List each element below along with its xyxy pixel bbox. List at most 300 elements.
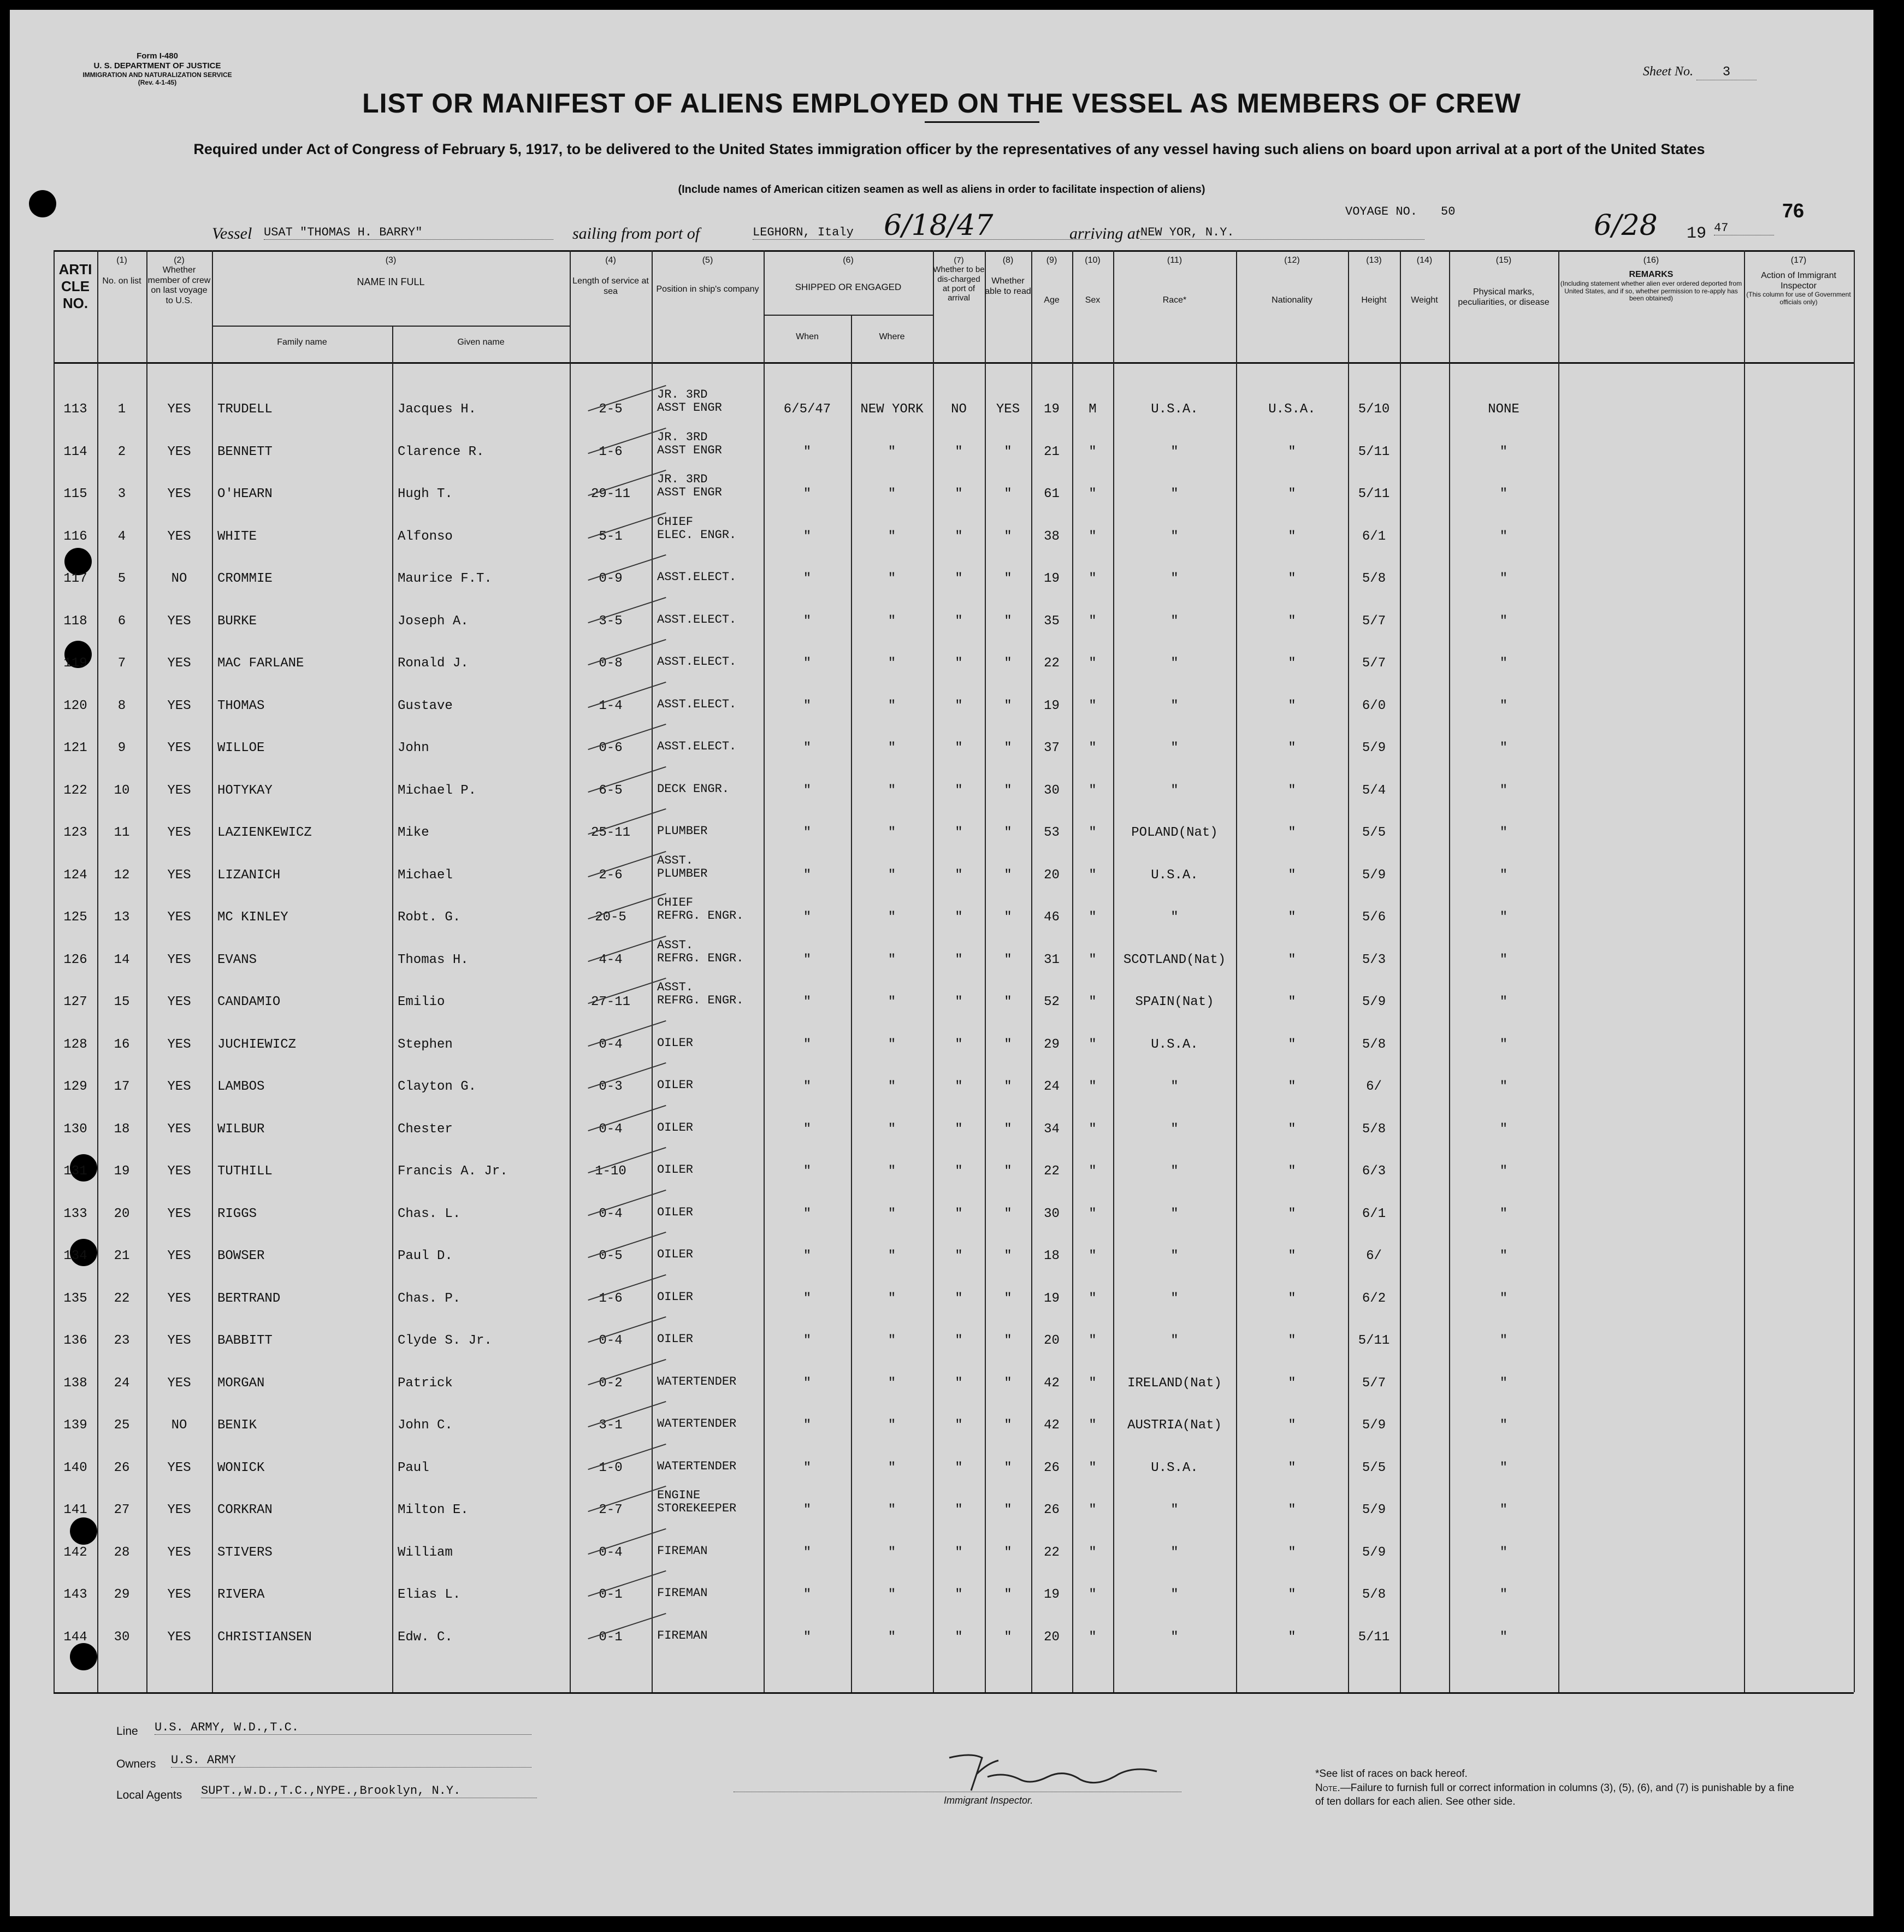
cell-height: 5/11 bbox=[1358, 444, 1390, 459]
cell-discharged: " bbox=[955, 952, 963, 967]
cell-race: " bbox=[1170, 741, 1179, 755]
cell-list-no: 26 bbox=[114, 1460, 130, 1475]
column-line bbox=[1744, 250, 1745, 1692]
cell-shipped-when: " bbox=[803, 783, 812, 798]
cell-prev-voyage: YES bbox=[167, 1164, 191, 1179]
cell-list-no: 2 bbox=[117, 444, 126, 459]
cell-family-name: BENIK bbox=[217, 1418, 257, 1433]
cell-position-line2: FIREMAN bbox=[657, 1544, 708, 1558]
cell-sex: " bbox=[1089, 1121, 1097, 1137]
cell-nationality: " bbox=[1288, 487, 1296, 501]
cell-prev-voyage: YES bbox=[167, 1333, 191, 1348]
cell-service-length: 3-5 bbox=[599, 613, 623, 629]
cell-prev-voyage: YES bbox=[167, 487, 191, 501]
cell-nationality: " bbox=[1288, 529, 1296, 544]
cell-prev-voyage: YES bbox=[167, 1121, 191, 1137]
cell-shipped-when: " bbox=[803, 1079, 812, 1094]
agents-label: Local Agents bbox=[116, 1789, 182, 1801]
cell-able-to-read: " bbox=[1004, 1291, 1012, 1306]
cell-height: 5/8 bbox=[1362, 1587, 1386, 1602]
cell-shipped-when: " bbox=[803, 995, 812, 1009]
cell-race: " bbox=[1170, 1164, 1179, 1179]
sheet-number-field bbox=[1643, 64, 1757, 80]
cell-discharged: " bbox=[955, 910, 963, 925]
title-underline bbox=[925, 121, 1039, 123]
cell-family-name: RIVERA bbox=[217, 1587, 265, 1602]
cell-service-length: 0-4 bbox=[599, 1545, 623, 1560]
cell-article-no: 122 bbox=[63, 783, 87, 798]
cell-shipped-where: " bbox=[888, 867, 896, 883]
cell-sex: " bbox=[1089, 825, 1097, 840]
cell-discharged: " bbox=[955, 1164, 963, 1179]
cell-service-length: 0-3 bbox=[599, 1079, 623, 1094]
cell-race: SPAIN(Nat) bbox=[1135, 995, 1214, 1009]
cell-nationality: " bbox=[1288, 1121, 1296, 1137]
cell-shipped-where: " bbox=[888, 1079, 896, 1094]
column-line bbox=[1236, 250, 1237, 1692]
cell-physical-marks: " bbox=[1499, 952, 1508, 967]
cell-sex: " bbox=[1089, 1079, 1097, 1094]
cell-list-no: 9 bbox=[117, 741, 126, 755]
column-line bbox=[97, 250, 98, 1692]
cell-article-no: 139 bbox=[63, 1418, 87, 1433]
cell-race: IRELAND(Nat) bbox=[1127, 1375, 1222, 1391]
cell-family-name: BENNETT bbox=[217, 444, 273, 459]
cell-sex: " bbox=[1089, 1587, 1097, 1602]
cell-able-to-read: " bbox=[1004, 995, 1012, 1009]
cell-article-no: 116 bbox=[63, 529, 87, 544]
cell-prev-voyage: YES bbox=[167, 529, 191, 544]
cell-race: " bbox=[1170, 1587, 1179, 1602]
cell-discharged: " bbox=[955, 1037, 963, 1052]
column-line bbox=[1558, 250, 1559, 1692]
column-line bbox=[933, 250, 934, 1692]
cell-race: " bbox=[1170, 1503, 1179, 1517]
owners-value: U.S. ARMY bbox=[171, 1753, 531, 1768]
cell-service-length: 0-8 bbox=[599, 656, 623, 671]
cell-able-to-read: " bbox=[1004, 1164, 1012, 1179]
cell-age: 19 bbox=[1044, 1587, 1060, 1602]
cell-position-line1: ASST. bbox=[657, 938, 694, 952]
cell-position-line2: ASST.ELECT. bbox=[657, 697, 737, 711]
cell-sex: " bbox=[1089, 613, 1097, 629]
cell-height: 5/5 bbox=[1362, 825, 1386, 840]
cell-nationality: " bbox=[1288, 1460, 1296, 1475]
cell-given-name: Ronald J. bbox=[398, 656, 469, 671]
cell-shipped-when: " bbox=[803, 698, 812, 713]
cell-discharged: " bbox=[955, 1249, 963, 1263]
cell-discharged: " bbox=[955, 1545, 963, 1560]
cell-given-name: John bbox=[398, 741, 429, 755]
header-col17: (17) Action of Immigrant Inspector (This column for use of Government officials only) bbox=[1746, 256, 1851, 306]
cell-service-length: 0-5 bbox=[599, 1249, 623, 1263]
cell-age: 38 bbox=[1044, 529, 1060, 544]
cell-service-length: 6-5 bbox=[599, 783, 623, 798]
cell-race: " bbox=[1170, 1333, 1179, 1348]
cell-race: " bbox=[1170, 1206, 1179, 1221]
cell-height: 6/ bbox=[1366, 1079, 1382, 1094]
header-col16: (16) REMARKS (Including statement whether alien ever ordered deported from United States, and if so, whether permission to re-apply has been obtained) bbox=[1560, 256, 1742, 303]
cell-list-no: 19 bbox=[114, 1164, 130, 1179]
cell-position-line1: JR. 3RD bbox=[657, 430, 708, 444]
cell-given-name: Clarence R. bbox=[398, 444, 484, 459]
cell-position-line2: OILER bbox=[657, 1163, 694, 1177]
cell-able-to-read: " bbox=[1004, 1249, 1012, 1263]
cell-able-to-read: " bbox=[1004, 698, 1012, 713]
cell-height: 5/8 bbox=[1362, 1121, 1386, 1137]
cell-discharged: " bbox=[955, 783, 963, 798]
cell-physical-marks: " bbox=[1499, 1206, 1508, 1221]
cell-race: " bbox=[1170, 1121, 1179, 1137]
cell-given-name: Chester bbox=[398, 1121, 453, 1137]
cell-article-no: 143 bbox=[63, 1587, 87, 1602]
sheet-label: Sheet No. bbox=[1643, 64, 1693, 79]
cell-able-to-read: " bbox=[1004, 613, 1012, 629]
cell-shipped-where: " bbox=[888, 995, 896, 1009]
cell-height: 5/8 bbox=[1362, 1037, 1386, 1052]
cell-able-to-read: " bbox=[1004, 1037, 1012, 1052]
cell-family-name: TUTHILL bbox=[217, 1164, 273, 1179]
cell-race: SCOTLAND(Nat) bbox=[1123, 952, 1226, 967]
cell-list-no: 12 bbox=[114, 867, 130, 883]
cell-sex: " bbox=[1089, 444, 1097, 459]
cell-age: 20 bbox=[1044, 1629, 1060, 1645]
arriving-label: arriving at bbox=[1069, 224, 1140, 243]
cell-shipped-where: " bbox=[888, 1121, 896, 1137]
cell-race: " bbox=[1170, 698, 1179, 713]
cell-prev-voyage: YES bbox=[167, 1079, 191, 1094]
cell-given-name: Paul bbox=[398, 1460, 429, 1475]
cell-service-length: 5-1 bbox=[599, 529, 623, 544]
cell-physical-marks: " bbox=[1499, 1375, 1508, 1391]
cell-nationality: " bbox=[1288, 1164, 1296, 1179]
cell-shipped-where: " bbox=[888, 1629, 896, 1645]
cell-prev-voyage: YES bbox=[167, 1375, 191, 1391]
cell-discharged: " bbox=[955, 1291, 963, 1306]
cell-list-no: 22 bbox=[114, 1291, 130, 1306]
column-line bbox=[1400, 250, 1401, 1692]
cell-family-name: O'HEARN bbox=[217, 487, 273, 501]
cell-article-no: 141 bbox=[63, 1503, 87, 1517]
table-header-bottom bbox=[54, 362, 1854, 364]
voyage-number: 50 bbox=[1441, 205, 1456, 218]
cell-shipped-where: " bbox=[888, 1375, 896, 1391]
cell-sex: " bbox=[1089, 783, 1097, 798]
cell-race: " bbox=[1170, 571, 1179, 586]
cell-service-length: 25-11 bbox=[590, 825, 630, 840]
cell-age: 42 bbox=[1044, 1375, 1060, 1391]
cell-service-length: 1-4 bbox=[599, 698, 623, 713]
name-subheader-line bbox=[212, 326, 570, 327]
cell-discharged: " bbox=[955, 656, 963, 671]
cell-article-no: 115 bbox=[63, 487, 87, 501]
cell-prev-voyage: YES bbox=[167, 1291, 191, 1306]
cell-height: 5/11 bbox=[1358, 487, 1390, 501]
cell-service-length: 1-6 bbox=[599, 444, 623, 459]
cell-position-line2: REFRG. ENGR. bbox=[657, 951, 744, 965]
cell-discharged: " bbox=[955, 1206, 963, 1221]
cell-age: 53 bbox=[1044, 825, 1060, 840]
cell-shipped-when: " bbox=[803, 1291, 812, 1306]
cell-age: 35 bbox=[1044, 613, 1060, 629]
form-number: Form I-480 bbox=[137, 51, 178, 61]
cell-able-to-read: " bbox=[1004, 1629, 1012, 1645]
cell-position-line2: REFRG. ENGR. bbox=[657, 909, 744, 923]
cell-nationality: " bbox=[1288, 1587, 1296, 1602]
cell-article-no: 123 bbox=[63, 825, 87, 840]
cell-physical-marks: " bbox=[1499, 1333, 1508, 1348]
cell-position-line2: ELEC. ENGR. bbox=[657, 528, 737, 542]
cell-service-length: 0-4 bbox=[599, 1206, 623, 1221]
cell-discharged: " bbox=[955, 487, 963, 501]
cell-height: 5/7 bbox=[1362, 656, 1386, 671]
cell-discharged: " bbox=[955, 1121, 963, 1137]
cell-article-no: 131 bbox=[63, 1164, 87, 1179]
cell-article-no: 144 bbox=[63, 1629, 87, 1645]
cell-list-no: 29 bbox=[114, 1587, 130, 1602]
cell-race: U.S.A. bbox=[1151, 867, 1198, 883]
cell-discharged: NO bbox=[951, 402, 967, 417]
column-line bbox=[1031, 250, 1032, 1692]
cell-list-no: 14 bbox=[114, 952, 130, 967]
cell-age: 61 bbox=[1044, 487, 1060, 501]
cell-shipped-when: " bbox=[803, 1418, 812, 1433]
cell-race: " bbox=[1170, 656, 1179, 671]
cell-race: AUSTRIA(Nat) bbox=[1127, 1418, 1222, 1433]
cell-physical-marks: " bbox=[1499, 529, 1508, 544]
cell-height: 6/1 bbox=[1362, 529, 1386, 544]
header-col14: (14) Weight bbox=[1411, 256, 1438, 305]
cell-shipped-when: " bbox=[803, 741, 812, 755]
cell-prev-voyage: YES bbox=[167, 741, 191, 755]
cell-shipped-when: " bbox=[803, 1037, 812, 1052]
cell-article-no: 113 bbox=[63, 402, 87, 417]
cell-service-length: 1-0 bbox=[599, 1460, 623, 1475]
column-line bbox=[764, 250, 765, 1692]
cell-prev-voyage: YES bbox=[167, 1249, 191, 1263]
cell-prev-voyage: YES bbox=[167, 1587, 191, 1602]
cell-age: 20 bbox=[1044, 867, 1060, 883]
cell-able-to-read: " bbox=[1004, 910, 1012, 925]
cell-age: 31 bbox=[1044, 952, 1060, 967]
cell-family-name: MAC FARLANE bbox=[217, 656, 304, 671]
cell-article-no: 121 bbox=[63, 741, 87, 755]
cell-physical-marks: " bbox=[1499, 1079, 1508, 1094]
cell-sex: " bbox=[1089, 656, 1097, 671]
cell-prev-voyage: YES bbox=[167, 1206, 191, 1221]
cell-position-line2: WATERTENDER bbox=[657, 1417, 737, 1431]
cell-sex: " bbox=[1089, 571, 1097, 586]
cell-discharged: " bbox=[955, 1375, 963, 1391]
cell-position-line2: WATERTENDER bbox=[657, 1374, 737, 1389]
revision: (Rev. 4-1-45) bbox=[138, 79, 177, 87]
cell-article-no: 136 bbox=[63, 1333, 87, 1348]
cell-physical-marks: " bbox=[1499, 571, 1508, 586]
cell-prev-voyage: YES bbox=[167, 867, 191, 883]
cell-sex: " bbox=[1089, 1629, 1097, 1645]
cell-given-name: Mike bbox=[398, 825, 429, 840]
sailing-date: 6/18/47 bbox=[884, 209, 994, 242]
cell-position-line2: OILER bbox=[657, 1290, 694, 1304]
cell-position-line2: ASST.ELECT. bbox=[657, 570, 737, 584]
cell-nationality: " bbox=[1288, 1503, 1296, 1517]
cell-position-line1: JR. 3RD bbox=[657, 472, 708, 486]
cell-service-length: 0-6 bbox=[599, 741, 623, 755]
year: 47 bbox=[1714, 221, 1774, 235]
cell-shipped-when: " bbox=[803, 1164, 812, 1179]
cell-discharged: " bbox=[955, 1503, 963, 1517]
cell-position-line2: OILER bbox=[657, 1332, 694, 1346]
cell-family-name: LAMBOS bbox=[217, 1079, 265, 1094]
cell-age: 21 bbox=[1044, 444, 1060, 459]
cell-sex: " bbox=[1089, 1164, 1097, 1179]
cell-prev-voyage: YES bbox=[167, 1460, 191, 1475]
cell-given-name: Hugh T. bbox=[398, 487, 453, 501]
cell-physical-marks: " bbox=[1499, 1121, 1508, 1137]
cell-list-no: 24 bbox=[114, 1375, 130, 1391]
cell-position-line2: ASST ENGR bbox=[657, 486, 722, 499]
cell-list-no: 5 bbox=[117, 571, 126, 586]
cell-height: 5/3 bbox=[1362, 952, 1386, 967]
cell-able-to-read: " bbox=[1004, 783, 1012, 798]
cell-height: 5/8 bbox=[1362, 571, 1386, 586]
cell-nationality: " bbox=[1288, 910, 1296, 925]
cell-nationality: U.S.A. bbox=[1268, 402, 1316, 417]
cell-article-no: 118 bbox=[63, 613, 87, 629]
cell-prev-voyage: YES bbox=[167, 1503, 191, 1517]
cell-shipped-when: " bbox=[803, 1121, 812, 1137]
cell-article-no: 119 bbox=[63, 656, 87, 671]
cell-shipped-when: " bbox=[803, 1249, 812, 1263]
cell-nationality: " bbox=[1288, 571, 1296, 586]
cell-discharged: " bbox=[955, 995, 963, 1009]
column-line bbox=[1113, 250, 1114, 1692]
cell-shipped-when: " bbox=[803, 487, 812, 501]
cell-race: " bbox=[1170, 613, 1179, 629]
header-given-name: Given name bbox=[457, 338, 505, 347]
cell-physical-marks: " bbox=[1499, 741, 1508, 755]
cell-list-no: 6 bbox=[117, 613, 126, 629]
cell-prev-voyage: YES bbox=[167, 783, 191, 798]
cell-sex: " bbox=[1089, 952, 1097, 967]
cell-discharged: " bbox=[955, 444, 963, 459]
cell-race: " bbox=[1170, 1079, 1179, 1094]
header-col3: (3) NAME IN FULL bbox=[357, 256, 425, 288]
cell-given-name: Jacques H. bbox=[398, 402, 477, 417]
cell-nationality: " bbox=[1288, 995, 1296, 1009]
cell-race: U.S.A. bbox=[1151, 402, 1198, 417]
header-col8: (8) Whether able to read bbox=[985, 256, 1031, 296]
cell-family-name: BERTRAND bbox=[217, 1291, 281, 1306]
cell-sex: " bbox=[1089, 1418, 1097, 1433]
cell-sex: " bbox=[1089, 867, 1097, 883]
cell-shipped-where: " bbox=[888, 1291, 896, 1306]
cell-shipped-where: " bbox=[888, 1333, 896, 1348]
cell-article-no: 138 bbox=[63, 1375, 87, 1391]
cell-article-no: 114 bbox=[63, 444, 87, 459]
cell-given-name: Clayton G. bbox=[398, 1079, 477, 1094]
cell-age: 19 bbox=[1044, 1291, 1060, 1306]
cell-race: " bbox=[1170, 1545, 1179, 1560]
cell-physical-marks: " bbox=[1499, 1418, 1508, 1433]
cell-able-to-read: " bbox=[1004, 444, 1012, 459]
cell-physical-marks: " bbox=[1499, 1164, 1508, 1179]
cell-prev-voyage: YES bbox=[167, 402, 191, 417]
cell-given-name: Paul D. bbox=[398, 1249, 453, 1263]
cell-shipped-when: " bbox=[803, 529, 812, 544]
column-line bbox=[985, 250, 986, 1692]
cell-list-no: 3 bbox=[117, 487, 126, 501]
cell-height: 5/9 bbox=[1362, 741, 1386, 755]
cell-physical-marks: " bbox=[1499, 1503, 1508, 1517]
cell-nationality: " bbox=[1288, 1206, 1296, 1221]
cell-discharged: " bbox=[955, 529, 963, 544]
cell-list-no: 8 bbox=[117, 698, 126, 713]
cell-nationality: " bbox=[1288, 952, 1296, 967]
races-note: *See list of races on back hereof. bbox=[1315, 1768, 1468, 1780]
cell-age: 26 bbox=[1044, 1503, 1060, 1517]
cell-physical-marks: NONE bbox=[1488, 402, 1519, 417]
cell-discharged: " bbox=[955, 1079, 963, 1094]
cell-article-no: 128 bbox=[63, 1037, 87, 1052]
cell-physical-marks: " bbox=[1499, 825, 1508, 840]
column-line bbox=[392, 326, 393, 1692]
cell-shipped-where: " bbox=[888, 698, 896, 713]
cell-list-no: 30 bbox=[114, 1629, 130, 1645]
cell-article-no: 124 bbox=[63, 867, 87, 883]
cell-discharged: " bbox=[955, 867, 963, 883]
cell-list-no: 20 bbox=[114, 1206, 130, 1221]
cell-height: 5/7 bbox=[1362, 613, 1386, 629]
header-col12: (12) Nationality bbox=[1272, 256, 1312, 305]
cell-height: 5/9 bbox=[1362, 1503, 1386, 1517]
cell-given-name: Michael bbox=[398, 867, 453, 883]
cell-article-no: 130 bbox=[63, 1121, 87, 1137]
punch-hole bbox=[29, 190, 56, 217]
cell-age: 22 bbox=[1044, 1545, 1060, 1560]
cell-age: 26 bbox=[1044, 1460, 1060, 1475]
cell-physical-marks: " bbox=[1499, 1291, 1508, 1306]
header-col6: (6) SHIPPED OR ENGAGED bbox=[795, 256, 902, 293]
cell-sex: " bbox=[1089, 487, 1097, 501]
header-shipped-where: Where bbox=[879, 332, 905, 341]
cell-nationality: " bbox=[1288, 1629, 1296, 1645]
year-prefix: 19 bbox=[1687, 224, 1707, 243]
cell-age: 19 bbox=[1044, 402, 1060, 417]
cell-discharged: " bbox=[955, 1587, 963, 1602]
cell-nationality: " bbox=[1288, 783, 1296, 798]
cell-discharged: " bbox=[955, 825, 963, 840]
cell-position-line1: JR. 3RD bbox=[657, 388, 708, 401]
cell-age: 22 bbox=[1044, 656, 1060, 671]
service: IMMIGRATION AND NATURALIZATION SERVICE bbox=[82, 71, 232, 79]
cell-family-name: MC KINLEY bbox=[217, 910, 288, 925]
cell-able-to-read: " bbox=[1004, 1418, 1012, 1433]
cell-height: 5/10 bbox=[1358, 402, 1390, 417]
cell-position-line2: OILER bbox=[657, 1205, 694, 1219]
cell-physical-marks: " bbox=[1499, 867, 1508, 883]
cell-prev-voyage: YES bbox=[167, 698, 191, 713]
cell-family-name: TRUDELL bbox=[217, 402, 273, 417]
cell-age: 37 bbox=[1044, 741, 1060, 755]
owners-label: Owners bbox=[116, 1758, 156, 1770]
cell-height: 6/1 bbox=[1362, 1206, 1386, 1221]
cell-position-line2: FIREMAN bbox=[657, 1628, 708, 1643]
subtitle: Required under Act of Congress of February 5, 1917, to be delivered to the United States immigration officer by the representatives of any vessel having such aliens on board upon arrival at a port of the United States bbox=[193, 141, 1705, 157]
cell-article-no: 135 bbox=[63, 1291, 87, 1306]
cell-shipped-where: " bbox=[888, 1460, 896, 1475]
cell-age: 52 bbox=[1044, 995, 1060, 1009]
